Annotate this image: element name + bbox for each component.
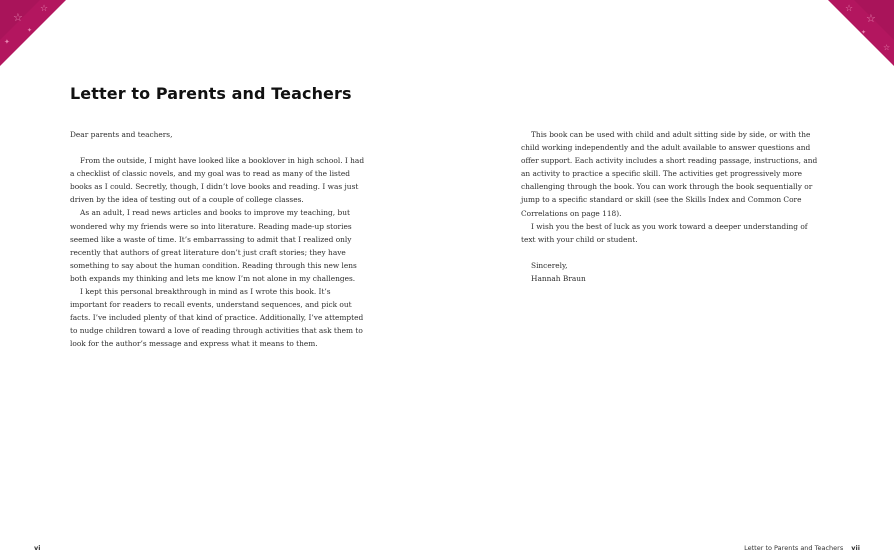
- salutation: Dear parents and teachers,: [70, 130, 173, 139]
- svg-text:✦: ✦: [4, 38, 10, 46]
- page-title: Letter to Parents and Teachers: [70, 84, 352, 103]
- body-paragraph: I kept this personal breakthrough in mind as I wrote this book. It’s important for readers to recall events, understand sequences, and pick out facts. I’ve included plenty of that kind of practice. Additionally, I’ve attempted to nudge children toward a love of reading through activities that ask them to look for the author’s message and express what it means to them.: [70, 287, 364, 349]
- body-paragraph: As an adult, I read news articles and books to improve my teaching, but wondered why my friends were so into literature. Reading made-up stories seemed like a waste of time. It’s embarrassing to admit that I realized only recently that authors of great literature don’t just craft stories; they have something to say about the human condition. Reading through this new lens both expands my thinking and lets me know I’m not alone in my challenges.: [70, 208, 357, 283]
- page-number-left: vi: [34, 544, 41, 552]
- footer-right: [744, 544, 860, 552]
- svg-text:☆: ☆: [845, 4, 854, 14]
- signoff: [521, 259, 821, 285]
- right-column: [521, 128, 821, 285]
- running-head: Letter to Parents and Teachers: [744, 544, 844, 552]
- star-pattern-icon: [828, 0, 894, 66]
- body-paragraph: From the outside, I might have looked like a booklover in high school. I had a checklist of classic novels, and my goal was to read as many of the listed books as I could. Secretly, though, I didn’t love books and reading. I was just driven by the idea of testing out of a couple of college classes.: [70, 156, 365, 205]
- corner-decoration-right: [828, 0, 894, 66]
- svg-text:☆: ☆: [866, 12, 876, 25]
- body-paragraph: I wish you the best of luck as you work toward a deeper understanding of text with your child or student.: [521, 221, 808, 244]
- svg-text:✦: ✦: [861, 29, 867, 36]
- left-column: [70, 128, 370, 351]
- signature: Hannah Braun: [531, 273, 586, 283]
- svg-text:☆: ☆: [13, 11, 23, 24]
- star-pattern-icon: [0, 0, 66, 66]
- svg-text:☆: ☆: [883, 43, 891, 52]
- svg-text:✦: ✦: [27, 27, 33, 34]
- closing: Sincerely,: [531, 260, 568, 270]
- svg-text:☆: ☆: [40, 4, 49, 14]
- corner-decoration-left: [0, 0, 66, 66]
- page-number-right: vii: [851, 544, 860, 552]
- body-paragraph: This book can be used with child and adult sitting side by side, or with the child working independently and the adult available to answer questions and offer support. Each activity includes a short reading passage, instructions, and an activity to practice a specific skill. The activities get progressively more challenging through the book. You can work through the book sequentially or jump to a specific standard or skill (see the Skills Index and Common Core Correlations on page 118).: [521, 130, 818, 218]
